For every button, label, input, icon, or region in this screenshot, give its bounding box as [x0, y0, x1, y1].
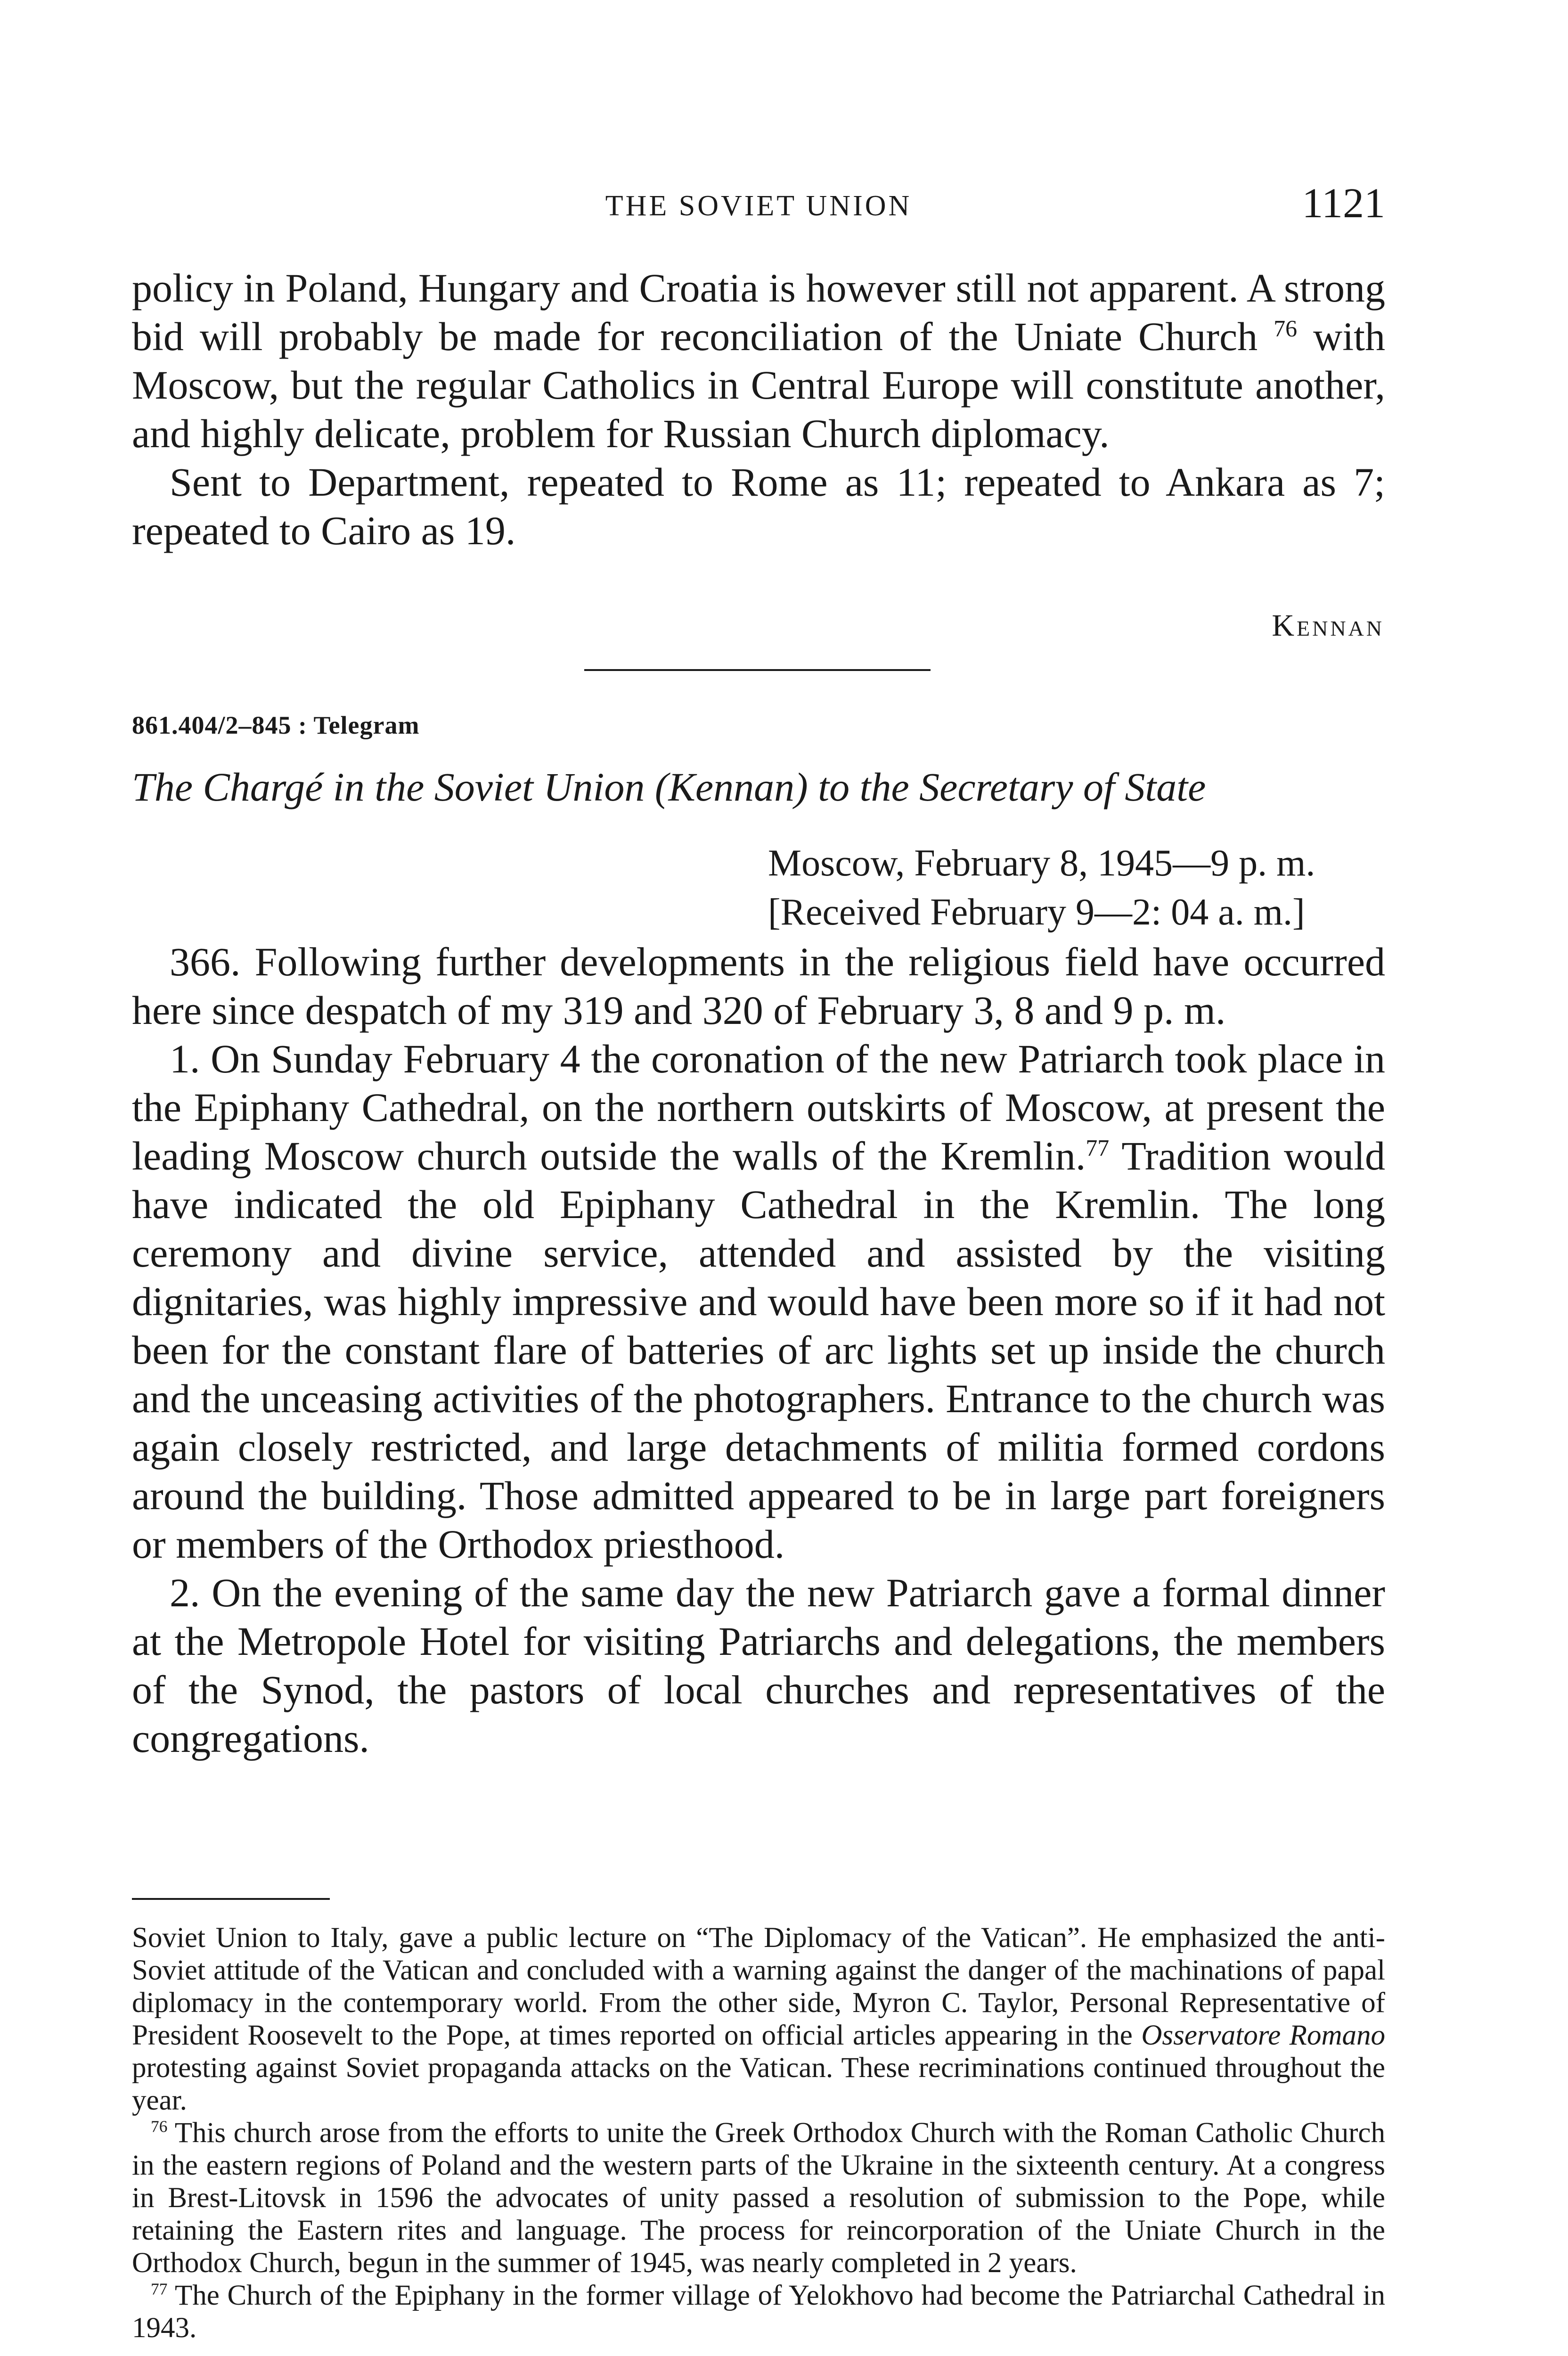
- signature-text: Kennan: [1272, 608, 1384, 643]
- section-divider: [584, 669, 931, 671]
- file-reference: 861.404/2–845 : Telegram: [132, 711, 420, 739]
- page-number: 1121: [1302, 180, 1385, 227]
- running-head: THE SOVIET UNION: [605, 190, 912, 222]
- paragraph-1: [132, 1035, 1385, 1569]
- signature-kennan: [1272, 608, 1384, 644]
- footnote-76-text: This church arose from the efforts to unite the Greek Orthodox Church with the Roman Catholic Church in the eastern regions of Poland and the western parts of the Ukraine in the sixteenth century. At a congress in Brest-Litovsk in 1596 the advocates of unity passed a resolution of submission to the Pope, while retaining the Eastern rites and language. The process for reincorporation of the Uniate Church in the Orthodox Church, begun in the summer of 1945, was nearly completed in 2 years.: [132, 2117, 1385, 2279]
- footnote-continued: [132, 1922, 1385, 2117]
- footnote-ref-77: 77: [1086, 1135, 1110, 1161]
- paragraph-1-text-a: 1. On Sunday February 4 the coronation of the new Patriarch took place in the Epiphany Cathedral, on the northern outskirts of Moscow, at present the leading Moscow church outside the walls of the Kremlin.: [132, 1036, 1385, 1178]
- paragraph-1-text-b: Tradition would have indicated the old Epiphany Cathedral in the Kremlin. The long ceremony and divine service, attended and assisted by the visiting dignitaries, was highly impressive and would have been more so if it had not been for the constant flare of batteries of arc lights set up inside the church and the unceasing activities of the photographers. Entrance to the church was again closely restricted, and large detachments of militia formed cordons around the building. Those admitted appeared to be in large part foreigners or members of the Orthodox priesthood.: [132, 1133, 1385, 1567]
- paragraph-366: 366. Following further developments in the religious field have occurred here since despatch of my 319 and 320 of February 3, 8 and 9 p. m.: [132, 939, 1385, 1033]
- footnote-continued-text-b: protesting against Soviet propaganda attacks on the Vatican. These recriminations continued throughout the year.: [132, 2052, 1385, 2116]
- footnote-77-number: 77: [151, 2279, 168, 2299]
- footnote-ref-76: 76: [1274, 315, 1298, 342]
- footnotes: [132, 1922, 1385, 2344]
- continued-paragraph-text-a: policy in Poland, Hungary and Croatia is however still not apparent. A strong bid will probably be made for reconciliation of the Uniate Church: [132, 265, 1385, 359]
- paragraph-2: 2. On the evening of the same day the new Patriarch gave a formal dinner at the Metropole Hotel for visiting Patriarchs and delegations, the members of the Synod, the pastors of local churches and representatives of the congregations.: [132, 1570, 1385, 1761]
- dateline-received: [Received February 9—2: 04 a. m.]: [768, 892, 1305, 933]
- footnote-77-text: The Church of the Epiphany in the former village of Yelokhovo had become the Patriarchal Cathedral in 1943.: [132, 2280, 1385, 2344]
- footnote-76: [132, 2117, 1385, 2279]
- footnote-77: [132, 2279, 1385, 2344]
- telegram-body: [132, 938, 1385, 1763]
- continued-text-block: [132, 264, 1385, 555]
- dateline-block: [768, 839, 1315, 937]
- page-header: [132, 179, 1385, 231]
- footnote-continued-text-a: Soviet Union to Italy, gave a public lecture on “The Diplomacy of the Vatican”. He emphasized the anti-Soviet attitude of the Vatican and concluded with a warning against the danger of the machinations of papal diplomacy in the contemporary world. From the other side, Myron C. Taylor, Personal Representative of President Roosevelt to the Pope, at times reported on official articles appearing in the: [132, 1922, 1385, 2051]
- document-title: The Chargé in the Soviet Union (Kennan) to the Secretary of State: [132, 764, 1206, 810]
- continued-paragraph-text-b: with Moscow, but the regular Catholics in Central Europe will constitute another, and highly delicate, problem for Russian Church diplomacy.: [132, 314, 1385, 456]
- sent-to-paragraph: Sent to Department, repeated to Rome as 11; repeated to Ankara as 7; repeated to Cairo as 19.: [132, 459, 1385, 553]
- footnote-76-number: 76: [151, 2117, 168, 2136]
- continued-paragraph: [132, 264, 1385, 458]
- footnote-italic-title: Osservatore Romano: [1141, 2020, 1385, 2051]
- footnote-divider: [132, 1898, 330, 1900]
- dateline-sent: Moscow, February 8, 1945—9 p. m.: [768, 843, 1315, 884]
